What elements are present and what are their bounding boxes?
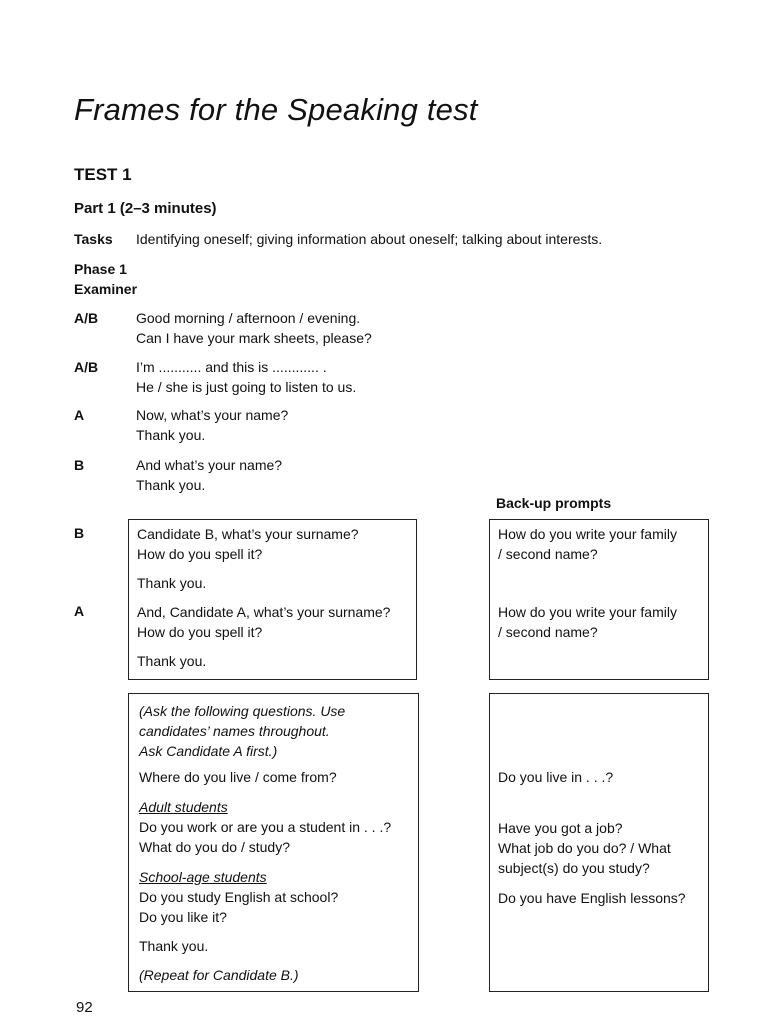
- adult-students-heading: Adult students: [139, 799, 228, 815]
- question-line: How do you spell it?: [137, 546, 263, 562]
- backup-prompt: Do you have English lessons?: [498, 890, 686, 906]
- question-line: Candidate B, what’s your surname?: [137, 526, 359, 542]
- thank-you-text: Thank you.: [137, 653, 207, 669]
- prompt-line: / second name?: [498, 546, 598, 562]
- prompt-line: How do you write your family: [498, 526, 677, 542]
- tasks-label: Tasks: [74, 231, 113, 247]
- phase-heading: [74, 259, 137, 299]
- phase-label: Phase 1: [74, 261, 127, 277]
- exchange-line: Now, what’s your name?: [136, 407, 289, 423]
- question-line: Do you work or are you a student in . . .?: [139, 819, 392, 835]
- speaker-label: A/B: [74, 310, 99, 326]
- part-heading: Part 1 (2–3 minutes): [74, 200, 217, 217]
- instruction-line: candidates’ names throughout.: [139, 723, 330, 739]
- question-line: Do you study English at school?: [139, 889, 339, 905]
- question-line: Do you like it?: [139, 909, 227, 925]
- candidate-b-surname: [137, 524, 359, 564]
- page-title: Frames for the Speaking test: [74, 92, 478, 127]
- backup-prompt: [498, 818, 671, 878]
- examiner-label: Examiner: [74, 281, 138, 297]
- repeat-instruction: (Repeat for Candidate B.): [139, 967, 299, 983]
- thank-you-text: Thank you.: [137, 575, 207, 591]
- where-question: Where do you live / come from?: [139, 769, 337, 785]
- interest-questions-box: [128, 693, 419, 992]
- speaker-label: B: [74, 457, 85, 473]
- page-number: 92: [76, 999, 93, 1016]
- thank-you-text: Thank you.: [139, 938, 209, 954]
- candidate-a-surname: [137, 602, 390, 642]
- exchange-line: Can I have your mark sheets, please?: [136, 330, 372, 346]
- surname-backup-box: [489, 519, 709, 680]
- speaker-label: A/B: [74, 359, 99, 375]
- question-line: How do you spell it?: [137, 624, 263, 640]
- prompt-line: / second name?: [498, 624, 598, 640]
- speaker-label: A: [74, 603, 85, 619]
- backup-prompt: Do you live in . . .?: [498, 769, 614, 785]
- tasks-text: Identifying oneself; giving information about oneself; talking about interests.: [136, 231, 603, 247]
- exchange-line: He / she is just going to listen to us.: [136, 379, 357, 395]
- instruction-text: [139, 701, 345, 761]
- interest-backup-box: [489, 693, 709, 992]
- adult-questions: [139, 817, 391, 857]
- prompt-line: Have you got a job?: [498, 820, 623, 836]
- prompt-line: subject(s) do you study?: [498, 860, 650, 876]
- school-age-students-heading: School-age students: [139, 869, 267, 885]
- prompt-line: How do you write your family: [498, 604, 677, 620]
- speaker-label: A: [74, 407, 85, 423]
- backup-prompt: [498, 524, 677, 564]
- exchange-text: [136, 405, 288, 445]
- exchange-line: Good morning / afternoon / evening.: [136, 310, 361, 326]
- question-line: And, Candidate A, what’s your surname?: [137, 604, 391, 620]
- instruction-line: (Ask the following questions. Use: [139, 703, 346, 719]
- exchange-text: [136, 357, 356, 397]
- backup-prompts-heading: Back-up prompts: [496, 495, 612, 511]
- surname-questions-box: [128, 519, 417, 680]
- exchange-line: Thank you.: [136, 477, 206, 493]
- exchange-line: And what’s your name?: [136, 457, 283, 473]
- exchange-text: [136, 308, 372, 348]
- backup-prompt: [498, 602, 677, 642]
- exchange-line: Thank you.: [136, 427, 206, 443]
- exchange-line: I’m ........... and this is ............ .: [136, 359, 327, 375]
- school-questions: [139, 887, 338, 927]
- instruction-line: Ask Candidate A first.): [139, 743, 278, 759]
- exchange-text: [136, 455, 282, 495]
- speaker-label: B: [74, 525, 85, 541]
- test-heading: TEST 1: [74, 165, 132, 184]
- question-line: What do you do / study?: [139, 839, 290, 855]
- prompt-line: What job do you do? / What: [498, 840, 671, 856]
